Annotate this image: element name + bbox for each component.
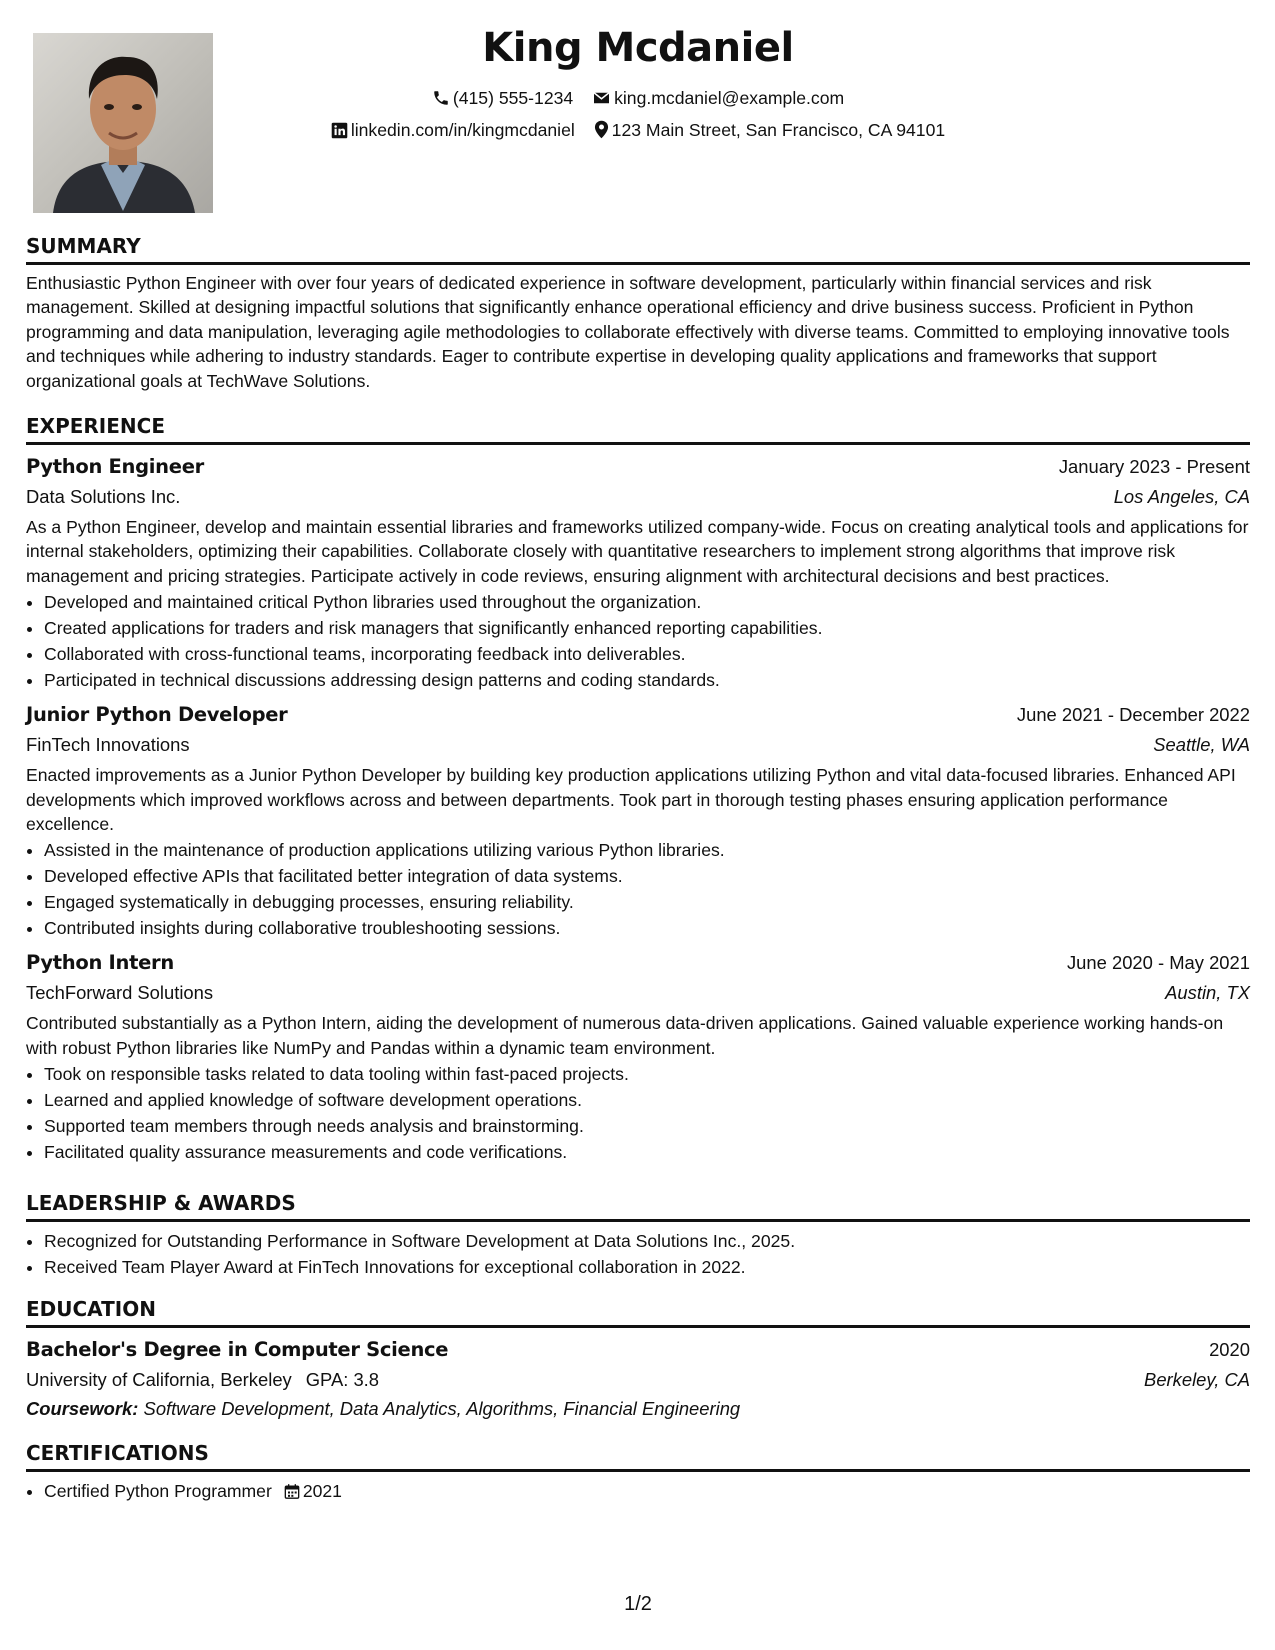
awards-section bbox=[26, 1190, 1250, 1280]
linkedin-icon bbox=[331, 122, 348, 139]
section-title: CERTIFICATIONS bbox=[26, 1440, 1250, 1472]
job-dates: June 2020 - May 2021 bbox=[1066, 952, 1250, 974]
map-pin-icon bbox=[594, 120, 609, 139]
page-number: 1/2 bbox=[624, 1593, 652, 1615]
job-entry bbox=[26, 947, 1250, 1165]
section-title: SUMMARY bbox=[26, 233, 1250, 265]
job-bullets bbox=[26, 589, 1250, 693]
header bbox=[26, 18, 1250, 146]
school-name: University of California, Berkeley bbox=[26, 1369, 292, 1390]
job-description: Enacted improvements as a Junior Python Developer by building key production applications utilizing Python and vital data-focused libraries. Enhanced API developments which improved workflows across and between departments. Took part in thorough testing phases ensuring application performance excellence. bbox=[26, 765, 1236, 835]
phone-icon bbox=[432, 89, 450, 107]
school-location: Berkeley, CA bbox=[1144, 1369, 1250, 1390]
list-item: • Participated in technical discussions addressing design patterns and coding standards. bbox=[44, 667, 1250, 693]
job-entry bbox=[26, 699, 1250, 941]
calendar-icon bbox=[284, 1483, 300, 1500]
section-title: LEADERSHIP & AWARDS bbox=[26, 1190, 1250, 1222]
job-dates: June 2021 - December 2022 bbox=[1016, 704, 1250, 726]
degree-title: Bachelor's Degree in Computer Science bbox=[26, 1338, 449, 1361]
job-title: Python Engineer bbox=[26, 455, 204, 478]
list-item: • Learned and applied knowledge of software development operations. bbox=[44, 1087, 1250, 1113]
resume-page bbox=[26, 0, 1250, 1650]
job-location: Austin, TX bbox=[1165, 982, 1250, 1004]
job-bullets bbox=[26, 1061, 1250, 1165]
section-title: EDUCATION bbox=[26, 1296, 1250, 1328]
company-name: FinTech Innovations bbox=[26, 734, 190, 756]
graduation-year: 2020 bbox=[1209, 1339, 1250, 1360]
certification-year: 2021 bbox=[272, 1481, 342, 1501]
job-title: Python Intern bbox=[26, 951, 174, 975]
list-item: • Collaborated with cross-functional teams, incorporating feedback into deliverables. bbox=[44, 641, 1250, 667]
education-section bbox=[26, 1296, 1250, 1423]
school-info bbox=[26, 1365, 379, 1394]
list-item: • Created applications for traders and risk managers that significantly enhanced reporting capabilities. bbox=[44, 615, 1250, 641]
job-location: Seattle, WA bbox=[1153, 734, 1250, 756]
company-name: Data Solutions Inc. bbox=[26, 486, 181, 507]
coursework bbox=[26, 1394, 1250, 1423]
summary-text: Enthusiastic Python Engineer with over four years of dedicated experience in software development, particularly within financial services and risk management. Skilled at designing impactful solutions that significantly enhance operational efficiency and drive business success. Proficient in Python programming and data manipulation, leveraging agile methodologies to collaborate effectively with diverse teams. Committed to employing innovative tools and techniques while adhering to industry standards. Eager to contribute expertise in developing quality applications and frameworks that support organizational goals at TechWave Solutions. bbox=[26, 273, 1230, 391]
envelope-icon bbox=[592, 89, 611, 107]
job-title: Junior Python Developer bbox=[26, 703, 288, 727]
list-item: • Developed and maintained critical Python libraries used throughout the organization. bbox=[44, 589, 1250, 615]
list-item bbox=[44, 1478, 1250, 1504]
certifications-list bbox=[26, 1478, 1250, 1504]
certification-name: Certified Python Programmer bbox=[44, 1481, 272, 1501]
job-dates: January 2023 - Present bbox=[1058, 456, 1250, 477]
candidate-name: King Mcdaniel bbox=[482, 25, 794, 71]
section-title: EXPERIENCE bbox=[26, 413, 1250, 445]
coursework-label: Coursework: bbox=[26, 1398, 139, 1419]
contact-line-2 bbox=[26, 114, 1250, 146]
job-entry bbox=[26, 451, 1250, 693]
email-contact[interactable]: king.mcdaniel@example.com bbox=[592, 82, 844, 114]
job-location: Los Angeles, CA bbox=[1113, 486, 1250, 507]
gpa: GPA: 3.8 bbox=[305, 1369, 380, 1390]
list-item: • Supported team members through needs analysis and brainstorming. bbox=[44, 1113, 1250, 1139]
contact-line-1 bbox=[26, 82, 1250, 114]
address-contact: 123 Main Street, San Francisco, CA 94101 bbox=[594, 114, 946, 146]
coursework-list: Software Development, Data Analytics, Algorithms, Financial Engineering bbox=[143, 1398, 741, 1419]
job-description: As a Python Engineer, develop and maintain essential libraries and frameworks utilized company-wide. Focus on creating analytical tools and applications for internal stakeholders, optimizing their capabilities. Collaborate closely with quantitative researchers to implement strong algorithms that improve risk management and pricing strategies. Participate actively in code reviews, ensuring alignment with architectural decisions and best practices. bbox=[26, 517, 1249, 586]
list-item: • Took on responsible tasks related to data tooling within fast-paced projects. bbox=[44, 1061, 1250, 1087]
job-description: Contributed substantially as a Python Intern, aiding the development of numerous data-driven applications. Gained valuable experience working hands-on with robust Python libraries like NumPy and Pandas within a dynamic team environment. bbox=[26, 1013, 1224, 1058]
company-name: TechForward Solutions bbox=[26, 982, 214, 1004]
summary-section bbox=[26, 233, 1250, 393]
list-item: • Contributed insights during collaborative troubleshooting sessions. bbox=[44, 915, 1250, 941]
experience-section bbox=[26, 413, 1250, 1165]
list-item: • Assisted in the maintenance of production applications utilizing various Python libraries. bbox=[44, 837, 1250, 863]
job-bullets bbox=[26, 837, 1250, 941]
linkedin-contact[interactable]: linkedin.com/in/kingmcdaniel bbox=[331, 114, 575, 146]
list-item: • Recognized for Outstanding Performance in Software Development at Data Solutions Inc., 2025. bbox=[44, 1228, 1250, 1254]
list-item: • Engaged systematically in debugging processes, ensuring reliability. bbox=[44, 889, 1250, 915]
list-item: • Facilitated quality assurance measurements and code verifications. bbox=[44, 1139, 1250, 1165]
certifications-section bbox=[26, 1440, 1250, 1504]
list-item: • Developed effective APIs that facilitated better integration of data systems. bbox=[44, 863, 1250, 889]
list-item: • Received Team Player Award at FinTech Innovations for exceptional collaboration in 2022. bbox=[44, 1254, 1250, 1280]
phone-contact: (415) 555-1234 bbox=[432, 82, 573, 114]
awards-list bbox=[26, 1228, 1250, 1280]
